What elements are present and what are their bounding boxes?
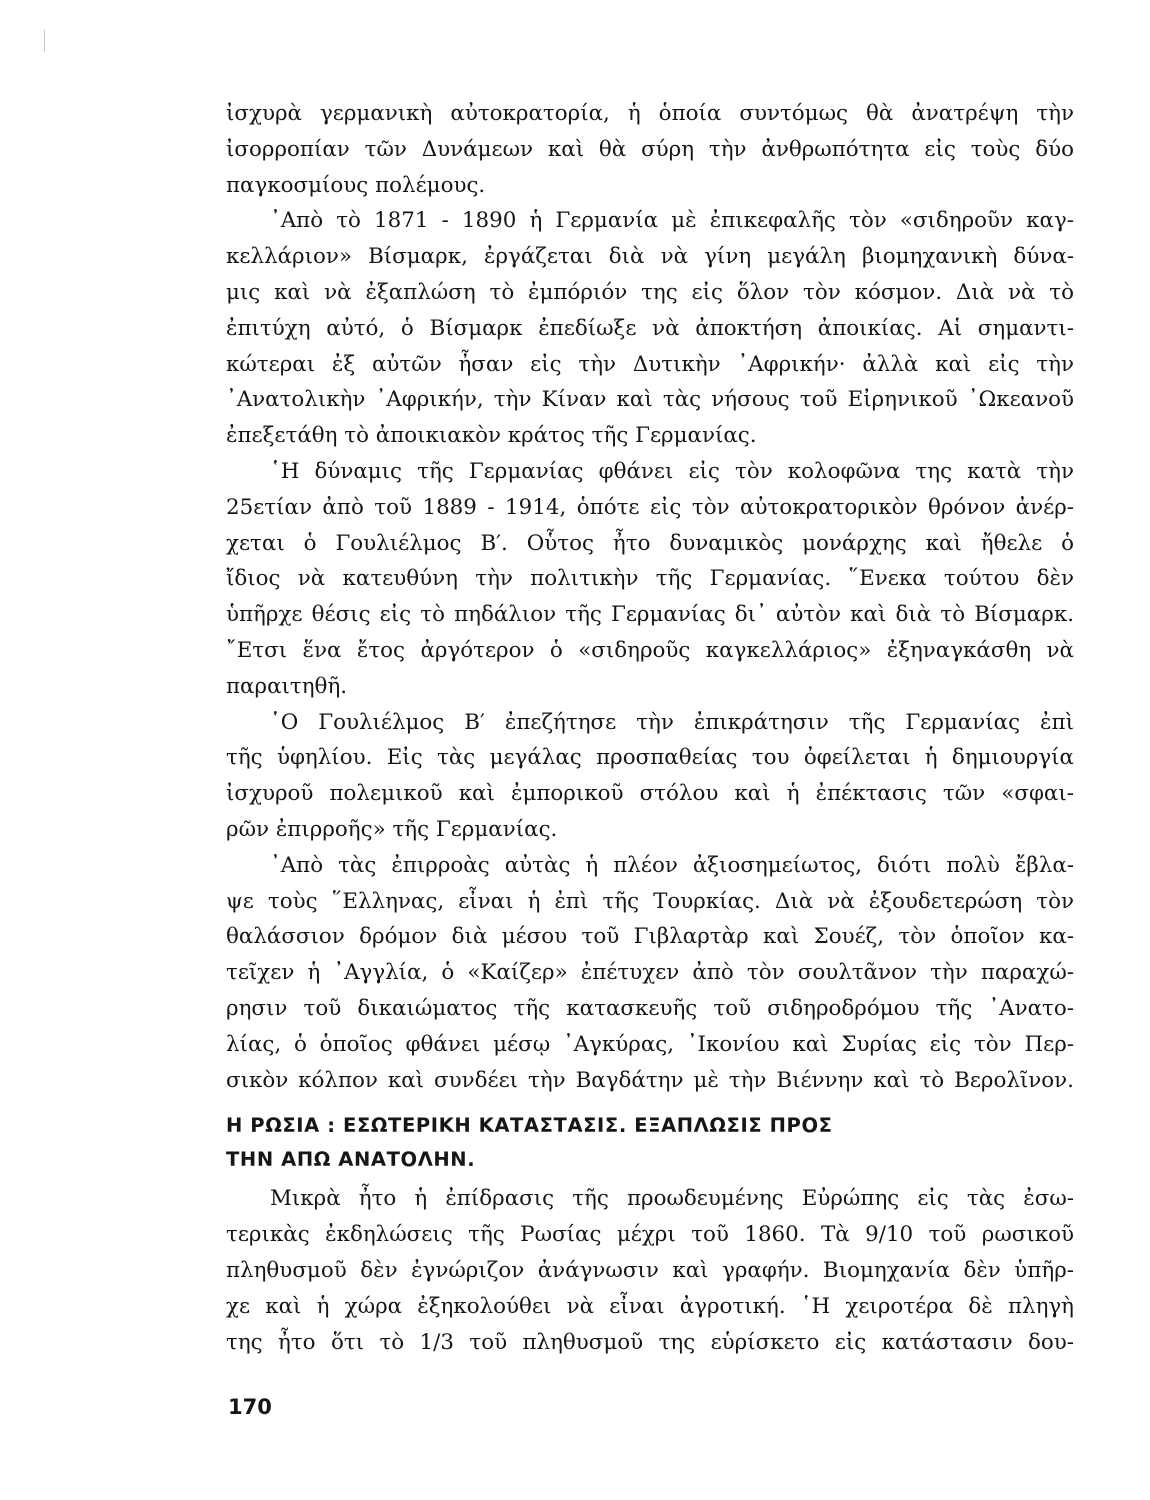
text-line: τερικὰς ἐκδηλώσεις τῆς Ρωσίας μέχρι τοῦ 1860. Τὰ 9/10 τοῦ ρωσικοῦ [226, 1222, 1074, 1248]
text-line: κελλάριον» Βίσμαρκ, ἐργάζεται διὰ νὰ γίνη μεγάλη βιομηχανικὴ δύνα- [226, 244, 1074, 270]
text-line: ᾽Ανατολικὴν ᾽Αφρικήν, τὴν Κίναν καὶ τὰς νήσους τοῦ Εἰρηνικοῦ ᾽Ωκεανοῦ [226, 387, 1074, 413]
text-line: ᾽Απὸ τὰς ἐπιρροὰς αὐτὰς ἡ πλέον ἀξιοσημείωτος, διότι πολὺ ἔβλα- [270, 852, 1074, 878]
text-line: ἰσορροπίαν τῶν Δυνάμεων καὶ θὰ σύρη τὴν ἀνθρωπότητα εἰς τοὺς δύο [226, 136, 1074, 162]
text-line: λίας, ὁ ὁποῖος φθάνει μέσῳ ᾽Αγκύρας, ᾽Ικονίου καὶ Συρίας εἰς τὸν Περ- [226, 1031, 1074, 1057]
section-heading [226, 1109, 1074, 1177]
text-line: ῾Ο Γουλιέλμος Β′ ἐπεζήτησε τὴν ἐπικράτησιν τῆς Γερμανίας ἐπὶ [270, 709, 1074, 735]
scan-edge-mark [44, 30, 45, 52]
text-line: της ἦτο ὅτι τὸ 1/3 τοῦ πληθυσμοῦ της εὑρίσκετο εἰς κατάστασιν δου- [226, 1329, 1074, 1355]
heading-line: ΤΗΝ ΑΠΩ ΑΝΑΤΟΛΗΝ. [226, 1148, 476, 1172]
text-block [226, 96, 1074, 1360]
paragraph [226, 848, 1074, 1099]
text-line: ρῶν ἐπιρροῆς» τῆς Γερμανίας. [226, 816, 558, 842]
text-line: ῎Ετσι ἕνα ἔτος ἀργότερον ὁ «σιδηροῦς καγκελλάριος» ἐξηναγκάσθη νὰ [226, 637, 1074, 663]
text-line: τῆς ὑφηλίου. Εἰς τὰς μεγάλας προσπαθείας του ὀφείλεται ἡ δημιουργία [226, 745, 1074, 771]
paragraph [226, 96, 1074, 203]
heading-line: Η ΡΩΣΙΑ : ΕΣΩΤΕΡΙΚΗ ΚΑΤΑΣΤΑΣΙΣ. ΕΞΑΠΛΩΣΙΣ ΠΡΟΣ [226, 1114, 833, 1138]
text-line: μις καὶ νὰ ἐξαπλώση τὸ ἐμπόριόν της εἰς ὅλον τὸν κόσμον. Διὰ νὰ τὸ [226, 279, 1074, 305]
text-line: τεῖχεν ἡ ᾽Αγγλία, ὁ «Καίζερ» ἐπέτυχεν ἀπὸ τὸν σουλτᾶνον τὴν παραχώ- [226, 960, 1074, 986]
text-line: χε καὶ ἡ χώρα ἐξηκολούθει νὰ εἶναι ἀγροτική. ῾Η χειροτέρα δὲ πληγὴ [226, 1293, 1074, 1319]
text-line: σικὸν κόλπον καὶ συνδέει τὴν Βαγδάτην μὲ τὴν Βιέννην καὶ τὸ Βερολῖνον. [226, 1067, 1074, 1093]
text-line: ψε τοὺς ῞Ελληνας, εἶναι ἡ ἐπὶ τῆς Τουρκίας. Διὰ νὰ ἐξουδετερώση τὸν [226, 888, 1074, 914]
text-line: χεται ὁ Γουλιέλμος Β′. Οὗτος ἦτο δυναμικὸς μονάρχης καὶ ἤθελε ὁ [226, 530, 1074, 556]
text-line: ἐπεξετάθη τὸ ἀποικιακὸν κράτος τῆς Γερμανίας. [226, 423, 757, 449]
text-line: πληθυσμοῦ δὲν ἐγνώριζον ἀνάγνωσιν καὶ γραφήν. Βιομηχανία δὲν ὑπῆρ- [226, 1257, 1074, 1283]
text-line: ᾽Απὸ τὸ 1871 - 1890 ἡ Γερμανία μὲ ἐπικεφαλῆς τὸν «σιδηροῦν καγ- [270, 208, 1074, 234]
page-number: 170 [228, 1395, 272, 1419]
text-line: θαλάσσιον δρόμον διὰ μέσου τοῦ Γιβλαρτὰρ καὶ Σουέζ, τὸν ὁποῖον κα- [226, 924, 1074, 950]
text-line: ἰσχυρὰ γερμανικὴ αὐτοκρατορία, ἡ ὁποία συντόμως θὰ ἀνατρέψη τὴν [226, 101, 1074, 126]
paragraph [226, 705, 1074, 848]
text-line: ὑπῆρχε θέσις εἰς τὸ πηδάλιον τῆς Γερμανίας δι᾽ αὐτὸν καὶ διὰ τὸ Βίσμαρκ. [226, 602, 1074, 628]
text-line: παγκοσμίους πολέμους. [226, 172, 486, 198]
text-line: παραιτηθῆ. [226, 673, 348, 699]
paragraph [226, 1181, 1074, 1360]
text-line: Μικρὰ ἦτο ἡ ἐπίδρασις τῆς προωδευμένης Εὐρώπης εἰς τὰς ἐσω- [270, 1186, 1074, 1212]
text-line: ρησιν τοῦ δικαιώματος τῆς κατασκευῆς τοῦ σιδηροδρόμου τῆς ᾽Ανατο- [226, 995, 1074, 1021]
text-line: ἴδιος νὰ κατευθύνη τὴν πολιτικὴν τῆς Γερμανίας. ῞Ενεκα τούτου δὲν [226, 566, 1074, 592]
paragraph [226, 203, 1074, 454]
text-line: κώτεραι ἐξ αὐτῶν ἦσαν εἰς τὴν Δυτικὴν ᾽Αφρικήν· ἀλλὰ καὶ εἰς τὴν [226, 351, 1074, 377]
paragraph [226, 454, 1074, 705]
text-line: ἰσχυροῦ πολεμικοῦ καὶ ἐμπορικοῦ στόλου καὶ ἡ ἐπέκτασις τῶν «σφαι- [226, 781, 1074, 807]
text-line: ῾Η δύναμις τῆς Γερμανίας φθάνει εἰς τὸν κολοφῶνα της κατὰ τὴν [270, 458, 1074, 484]
text-line: 25ετίαν ἀπὸ τοῦ 1889 - 1914, ὁπότε εἰς τὸν αὐτοκρατορικὸν θρόνον ἀνέρ- [226, 494, 1074, 520]
text-line: ἐπιτύχη αὐτό, ὁ Βίσμαρκ ἐπεδίωξε νὰ ἀποκτήση ἀποικίας. Αἱ σημαντι- [226, 315, 1074, 341]
